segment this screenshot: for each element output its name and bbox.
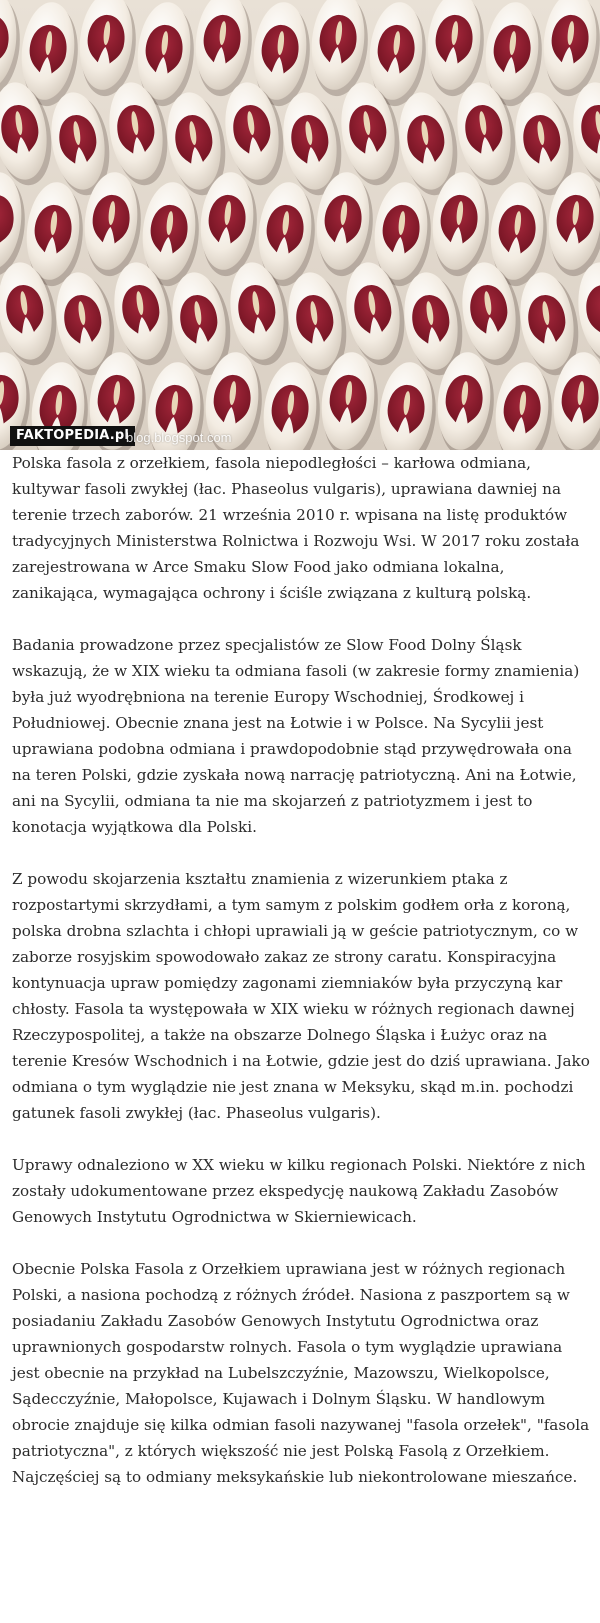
article-paragraph: Polska fasola z orzełkiem, fasola niepodległości – karłowa odmiana, kultywar fasoli zwykłej (łac. Phaseolus vulgaris), uprawiana dawniej na terenie trzech zaborów. 21 września 2010 r. wpisana na listę produktów tradycyjnych Ministerstwa Rolnictwa i Rozwoju Wsi. W 2017 roku została zarejestrowana w Arce Smaku Slow Food jako odmiana lokalna, zanikająca, wymagająca ochrony i ściśle związana z kulturą polską. <box>12 454 580 602</box>
bean-photo-illustration <box>0 0 600 450</box>
bean-photo <box>0 0 600 450</box>
article-paragraph: Uprawy odnaleziono w XX wieku w kilku regionach Polski. Niektóre z nich zostały udokumentowane przez ekspedycję naukową Zakładu Zasobów Genowych Instytutu Ogrodnictwa w Skierniewicach. <box>12 1156 586 1226</box>
article-paragraph: Z powodu skojarzenia kształtu znamienia z wizerunkiem ptaka z rozpostartymi skrzydłami, a tym samym z polskim godłem orła z koroną, polska drobna szlachta i chłopi uprawiali ją w geście patriotycznym, co w zaborze rosyjskim spowodowało zakaz ze strony caratu. Konspiracyjna kontynuacja upraw pomiędzy zagonami ziemniaków była przyczyną kar chłosty. Fasola ta występowała w XIX wieku w różnych regionach dawnej Rzeczypospolitej, a także na obszarze Dolnego Śląska i Łużyc oraz na terenie Kresów Wschodnich i na Łotwie, gdzie jest do dziś uprawiana. Jako odmiana o tym wyglądzie nie jest znana w Meksyku, skąd m.in. pochodzi gatunek fasoli zwykłej (łac. Phaseolus vulgaris). <box>12 870 590 1122</box>
source-watermark: blog.blogspot.com <box>126 430 232 445</box>
article-paragraph: Obecnie Polska Fasola z Orzełkiem uprawiana jest w różnych regionach Polski, a nasiona pochodzą z różnych źródeł. Nasiona z paszportem są w posiadaniu Zakładu Zasobów Genowych Instytutu Ogrodnictwa oraz uprawnionych gospodarstw rolnych. Fasola o tym wyglądzie uprawiana jest obecnie na przykład na Lubelszczyźnie, Mazowszu, Wielkopolsce, Sądecczyźnie, Małopolsce, Kujawach i Dolnym Śląsku. W handlowym obrocie znajduje się kilka odmian fasoli nazywanej "fasola orzełek", "fasola patriotyczna", z których większość nie jest Polską Fasolą z Orzełkiem. Najczęściej są to odmiany meksykańskie lub niekontrolowane mieszańce. <box>12 1260 590 1486</box>
article-paragraph: Badania prowadzone przez specjalistów ze Slow Food Dolny Śląsk wskazują, że w XIX wieku ta odmiana fasoli (w zakresie formy znamienia) była już wyodrębniona na terenie Europy Wschodniej, Środkowej i Południowej. Obecnie znana jest na Łotwie i w Polsce. Na Sycylii jest uprawiana podobna odmiana i prawdopodobnie stąd przywędrowała ona na teren Polski, gdzie zyskała nową narrację patriotyczną. Ani na Łotwie, ani na Sycylii, odmiana ta nie ma skojarzeń z patriotyzmem i jest to konotacja wyjątkowa dla Polski. <box>12 636 580 836</box>
faktopedia-watermark: FAKTOPEDIA.pl <box>10 426 135 446</box>
article-body <box>0 450 600 1490</box>
